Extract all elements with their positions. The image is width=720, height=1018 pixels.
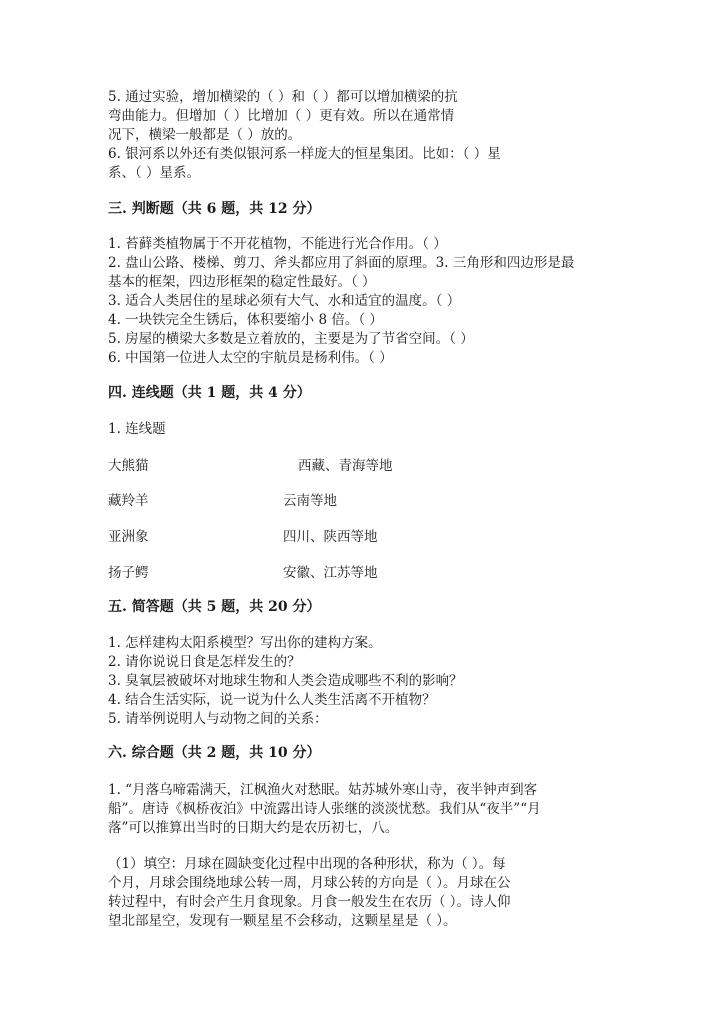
match-left-item: 扬子鳄 bbox=[108, 565, 149, 581]
moon-fill-line-4: 望北部星空，发现有一颗星星不会移动，这颗星星是（ ）。 bbox=[108, 913, 457, 929]
short-answer-item-4: 4. 结合生活实际，说一说为什么人类生活离不开植物？ bbox=[108, 692, 436, 708]
judge-item-1: 1. 苔藓类植物属于不开花植物，不能进行光合作用。（ ） bbox=[108, 236, 447, 252]
judge-item-4: 4. 一块铁完全生锈后，体积要缩小 8 倍。（ ） bbox=[108, 312, 383, 328]
short-answer-item-2: 2. 请你说说日食是怎样发生的？ bbox=[108, 654, 301, 670]
fill-item-6-line-1: 6. 银河系以外还有类似银河系一样庞大的恒星集团。比如：（ ）星 bbox=[108, 146, 501, 162]
matching-question: 1. 连线题 bbox=[108, 421, 166, 437]
match-left-item: 亚洲象 bbox=[108, 529, 149, 545]
short-answer-item-3: 3. 臭氧层被破坏对地球生物和人类会造成哪些不利的影响？ bbox=[108, 673, 463, 689]
match-right-item: 四川、陕西等地 bbox=[283, 529, 378, 545]
fill-item-6-line-2: 系、（ ）星系。 bbox=[108, 165, 201, 181]
judge-item-5: 5. 房屋的横梁大多数是立着放的，主要是为了节省空间。（ ） bbox=[108, 331, 474, 347]
moon-fill-line-3: 转过程中，有时会产生月食现象。月食一般发生在农历（ ）。诗人仰 bbox=[108, 894, 511, 910]
section-6-heading: 六. 综合题（共 2 题，共 10 分） bbox=[108, 745, 321, 761]
section-4-heading: 四. 连线题（共 1 题，共 4 分） bbox=[108, 385, 311, 401]
moon-fill-line-2: 个月，月球会围绕地球公转一周，月球公转的方向是（ ）。月球在公 bbox=[108, 875, 511, 891]
match-right-item: 西藏、青海等地 bbox=[298, 458, 393, 474]
short-answer-item-1: 1. 怎样建构太阳系模型？写出你的建构方案。 bbox=[108, 635, 382, 651]
judge-item-3: 3. 适合人类居住的星球必须有大气、水和适宜的温度。（ ） bbox=[108, 293, 461, 309]
match-right-item: 安徽、江苏等地 bbox=[283, 565, 378, 581]
section-5-heading: 五. 简答题（共 5 题，共 20 分） bbox=[108, 599, 321, 615]
poem-intro-line-3: 落”可以推算出当时的日期大约是农历初七，八。 bbox=[108, 820, 399, 836]
poem-intro-line-2: 船”。唐诗《枫桥夜泊》中流露出诗人张继的淡淡忧愁。我们从“夜半”“月 bbox=[108, 801, 541, 817]
judge-item-6: 6. 中国第一位进人太空的宇航员是杨利伟。（ ） bbox=[108, 350, 393, 366]
fill-item-5-line-2: 弯曲能力。但增加（ ）比增加（ ）更有效。所以在通常情 bbox=[108, 108, 455, 124]
section-3-heading: 三. 判断题（共 6 题，共 12 分） bbox=[108, 201, 321, 217]
match-right-item: 云南等地 bbox=[283, 493, 337, 509]
judge-item-2-line-2: 基本的框架，四边形框架的稳定性最好。（ ） bbox=[108, 274, 376, 290]
fill-item-5-line-1: 5. 通过实验，增加横梁的（ ）和（ ）都可以增加横梁的抗 bbox=[108, 89, 458, 105]
judge-item-2-line-1: 2. 盘山公路、楼梯、剪刀、斧头都应用了斜面的原理。3. 三角形和四边形是最 bbox=[108, 255, 575, 271]
moon-fill-line-1: （1）填空：月球在圆缺变化过程中出现的各种形状，称为（ ）。每 bbox=[108, 856, 506, 872]
match-left-item: 藏羚羊 bbox=[108, 493, 149, 509]
fill-item-5-line-3: 况下，横梁一般都是（ ）放的。 bbox=[108, 127, 302, 143]
poem-intro-line-1: 1. “月落乌啼霜满天，江枫渔火对愁眠。姑苏城外寒山寺，夜半钟声到客 bbox=[108, 782, 538, 798]
match-left-item: 大熊猫 bbox=[108, 458, 149, 474]
short-answer-item-5: 5. 请举例说明人与动物之间的关系： bbox=[108, 711, 328, 727]
